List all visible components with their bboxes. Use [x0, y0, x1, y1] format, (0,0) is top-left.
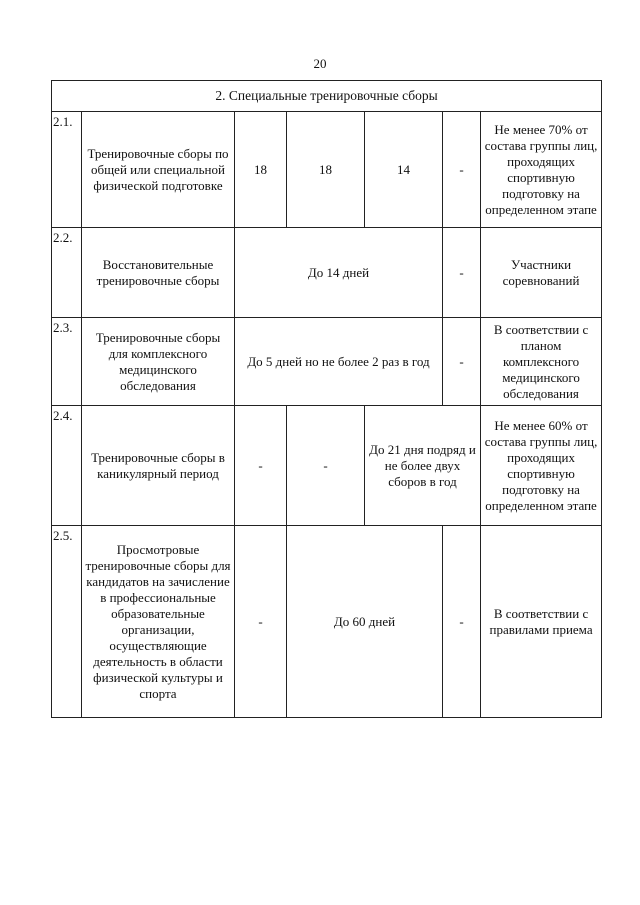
cell-value: - [235, 526, 287, 718]
merged-duration: До 60 дней [287, 526, 443, 718]
cell-value: - [443, 112, 481, 228]
row-number: 2.5. [52, 526, 82, 718]
merged-duration: До 5 дней но не более 2 раз в год [235, 318, 443, 406]
camp-name: Тренировочные сборы по общей или специальной физической подготовке [82, 112, 235, 228]
participants-note: В соответствии с правилами приема [481, 526, 602, 718]
table-row [52, 318, 602, 406]
table-row [52, 228, 602, 318]
row-number: 2.2. [52, 228, 82, 318]
row-number: 2.3. [52, 318, 82, 406]
cell-value: 14 [365, 112, 443, 228]
section-title: 2. Специальные тренировочные сборы [52, 81, 602, 112]
camp-name: Просмотровые тренировочные сборы для кандидатов на зачисление в профессиональные образовательные организации, осуществляющие деятельность в области физической культуры и спорта [82, 526, 235, 718]
cell-value: 18 [235, 112, 287, 228]
table-row [52, 526, 602, 718]
cell-value: - [287, 406, 365, 526]
camp-name: Тренировочные сборы для комплексного медицинского обследования [82, 318, 235, 406]
section-header-row [52, 81, 602, 112]
cell-value: - [443, 228, 481, 318]
table-row [52, 112, 602, 228]
camp-name: Восстановительные тренировочные сборы [82, 228, 235, 318]
participants-note: Участники соревнований [481, 228, 602, 318]
camp-name: Тренировочные сборы в каникулярный период [82, 406, 235, 526]
training-camps-table [51, 80, 602, 718]
merged-duration: До 21 дня подряд и не более двух сборов в год [365, 406, 481, 526]
participants-note: Не менее 70% от состава группы лиц, проходящих спортивную подготовку на определенном этапе [481, 112, 602, 228]
cell-value: 18 [287, 112, 365, 228]
merged-duration: До 14 дней [235, 228, 443, 318]
cell-value: - [443, 318, 481, 406]
cell-value: - [443, 526, 481, 718]
row-number: 2.1. [52, 112, 82, 228]
table-row [52, 406, 602, 526]
page-number: 20 [313, 56, 327, 71]
row-number: 2.4. [52, 406, 82, 526]
participants-note: В соответствии с планом комплексного медицинского обследования [481, 318, 602, 406]
cell-value: - [235, 406, 287, 526]
participants-note: Не менее 60% от состава группы лиц, проходящих спортивную подготовку на определенном этапе [481, 406, 602, 526]
